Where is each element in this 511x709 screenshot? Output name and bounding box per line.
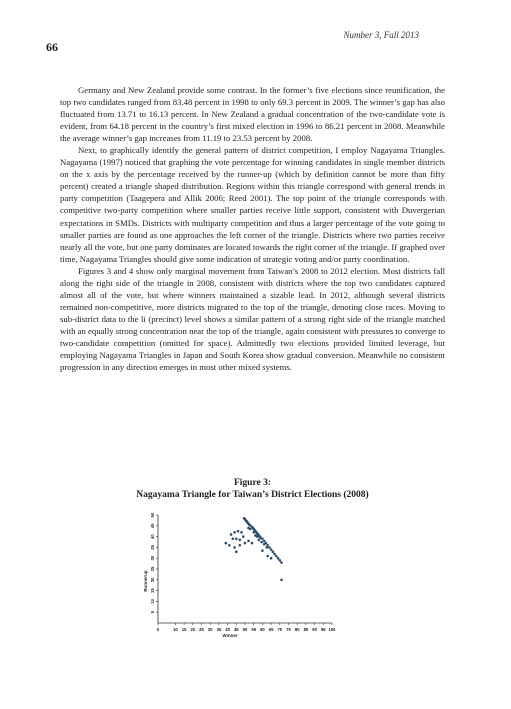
figure-title: Nagayama Triangle for Taiwan’s District Elections (2008) xyxy=(136,490,369,500)
y-tick-label: 5 xyxy=(150,611,155,614)
y-tick-label: 15 xyxy=(150,588,155,593)
data-point xyxy=(261,549,264,552)
y-tick-label: 35 xyxy=(150,545,155,550)
x-tick-label: 25 xyxy=(199,627,204,632)
data-point xyxy=(270,548,273,551)
x-tick-label: 40 xyxy=(225,627,230,632)
data-point xyxy=(280,561,283,564)
data-point xyxy=(258,539,261,542)
data-point xyxy=(268,546,271,549)
data-point xyxy=(232,537,235,540)
y-tick-label: 50 xyxy=(150,512,155,518)
x-tick-label: 0 xyxy=(156,627,160,632)
x-tick-label: 60 xyxy=(260,627,265,632)
data-point xyxy=(261,537,264,540)
x-tick-label: 95 xyxy=(320,627,326,632)
x-tick-label: 80 xyxy=(294,627,300,632)
data-point xyxy=(233,531,236,534)
x-tick-label: 85 xyxy=(303,627,309,632)
y-tick-label: 45 xyxy=(150,523,155,529)
paragraph-1: Germany and New Zealand provide some contrast. In the former’s five elections since reunification, the top two candidates ranged from 83.48 percent in 1998 to only 69.3 percent in 2009. The winner’s gap has also fluctuated from 13.71 to 16.13 percent. In New Zealand a gradual concentration of the two-candidate vote is evident, from 64.18 percent in the country’s first mixed election in 1996 to 86.21 percent in 2008. Meanwhile the average winner’s gap increases from 11.19 to 23.53 percent by 2008. xyxy=(60,85,445,144)
x-tick-label: 90 xyxy=(312,627,317,632)
data-point xyxy=(237,530,240,533)
data-point xyxy=(244,542,247,545)
x-tick-label: 55 xyxy=(251,627,257,632)
data-point xyxy=(225,542,228,545)
data-point xyxy=(275,555,278,558)
x-axis-title: Winner xyxy=(222,633,238,638)
running-header: Number 3, Fall 2013 xyxy=(343,30,419,40)
data-point xyxy=(251,542,254,545)
data-point xyxy=(242,535,245,538)
y-tick-label: 25 xyxy=(150,566,155,572)
data-point xyxy=(277,557,280,560)
data-point xyxy=(230,533,233,536)
paragraph-2: Next, to graphically identify the general pattern of district competition, I employ Nagayama Triangles. Nagayama (1997) noticed that graphing the vote percentage for winning candidates in single member districts on the x axis by the percentage received by the runner-up (which by definition cannot be more than fifty percent) created a triangle shaped distribution. Regions within this triangle correspond with general trends in party competition (Taagepera and Allik 2006; Reed 2001). The top point of the triangle corresponds with competitive two-party competition where smaller parties receive little support, consistent with Duvergerian expectations in SMDs. Districts with multiparty competition and thus a larger percentage of the vote going to smaller parties are found as one approaches the left corner of the triangle. Districts where two parties receive nearly all the vote, but one party dominates are located towards the right corner of the triangle. If graphed over time, Nagayama Triangles should give some indication of strategic voting and/or party coordination. xyxy=(60,145,445,264)
data-point xyxy=(238,544,241,547)
x-tick-label: 65 xyxy=(268,627,274,632)
y-axis-title: Runnerup xyxy=(143,570,148,592)
page-number: 66 xyxy=(46,40,58,54)
data-point xyxy=(238,539,241,542)
body-text xyxy=(60,84,445,373)
x-tick-label: 45 xyxy=(233,627,239,632)
data-point xyxy=(228,544,231,547)
data-point xyxy=(240,531,243,534)
data-point xyxy=(260,541,263,544)
y-tick-label: 40 xyxy=(150,534,155,539)
x-tick-label: 50 xyxy=(242,627,248,632)
data-point xyxy=(233,546,236,549)
data-point xyxy=(235,537,238,540)
figure-caption xyxy=(60,477,445,501)
scatter-chart xyxy=(140,505,340,665)
y-tick-label: 30 xyxy=(150,555,155,561)
data-point xyxy=(272,550,275,553)
data-point xyxy=(266,555,269,558)
x-tick-label: 15 xyxy=(181,627,187,632)
y-tick-label: 20 xyxy=(150,577,155,583)
data-point xyxy=(280,579,283,582)
x-tick-label: 70 xyxy=(277,627,283,632)
y-tick-label: 10 xyxy=(150,599,155,604)
paragraph-3: Figures 3 and 4 show only marginal movement from Taiwan’s 2008 to 2012 election. Most districts fall along the right side of the triangle in 2008, consistent with districts where the top two candidates captured almost all of the vote, but where winners maintained a sizable lead. In 2012, although several districts remained non-competitive, more districts migrated to the top of the triangle, denoting close races. Moving to sub-district data to the li (precinct) level shows a similar pattern of a strong right side of the triangle matched with an equally strong concentration near the top of the triangle, again consistent with pressures to converge to two-candidate competition (omitted for space). Admittedly two elections provided limited leverage, but employing Nagayama Triangles in Japan and South Korea show gradual conversion. Meanwhile no consistent progression in any direction emerges in most other mixed systems. xyxy=(60,265,445,373)
data-point xyxy=(270,557,273,560)
data-point xyxy=(263,543,266,546)
data-point xyxy=(263,540,266,543)
figure-label: Figure 3: xyxy=(233,478,272,488)
data-point xyxy=(252,531,255,534)
data-point xyxy=(235,550,238,553)
data-point xyxy=(247,540,250,543)
data-point xyxy=(256,535,259,538)
data-point xyxy=(265,546,268,549)
x-tick-label: 100 xyxy=(328,627,336,632)
x-tick-label: 75 xyxy=(286,627,291,632)
data-point xyxy=(249,528,252,531)
data-point xyxy=(273,553,276,556)
x-tick-label: 35 xyxy=(216,627,222,632)
scatter-svg xyxy=(140,505,340,665)
x-tick-label: 30 xyxy=(207,627,213,632)
data-point xyxy=(279,559,282,562)
x-tick-label: 20 xyxy=(190,627,196,632)
x-tick-label: 10 xyxy=(173,627,178,632)
